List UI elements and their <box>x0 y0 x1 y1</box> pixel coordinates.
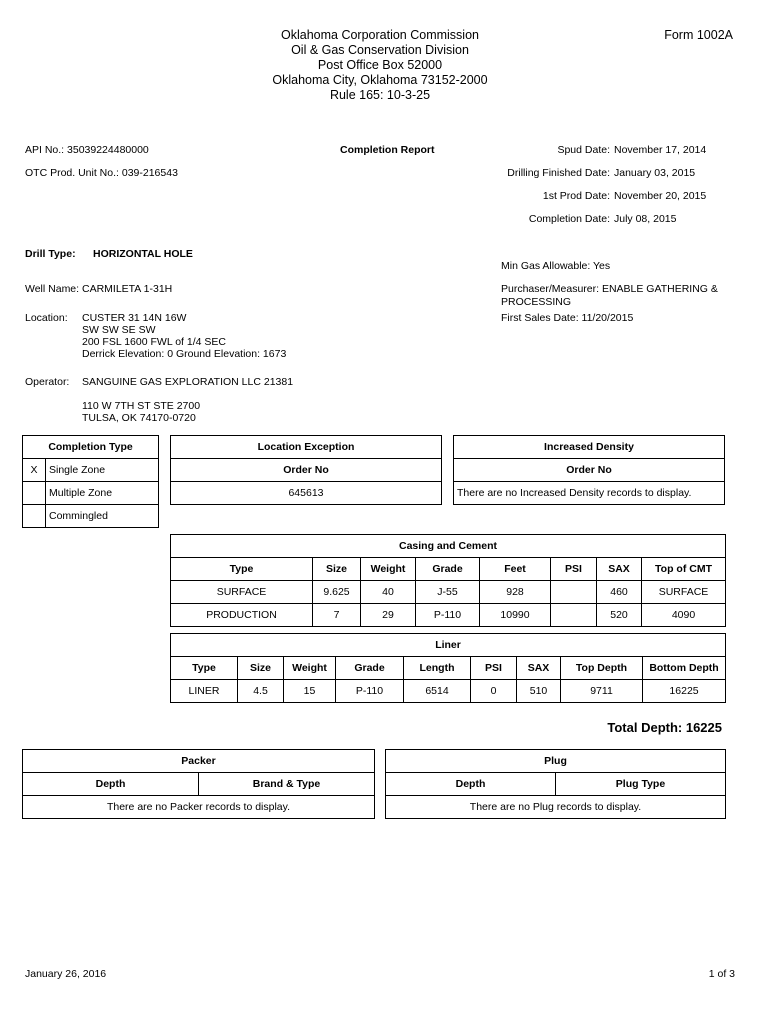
header-line: Post Office Box 52000 <box>317 58 443 72</box>
first-prod-date: November 20, 2015 <box>614 190 707 202</box>
location-exception-title: Location Exception <box>171 436 442 459</box>
completion-label: Commingled <box>46 505 159 528</box>
casing-cell: 460 <box>597 581 642 604</box>
liner-col-header: Weight <box>284 657 336 680</box>
otc-prod-unit: OTC Prod. Unit No.: 039-216543 <box>25 167 178 179</box>
liner-col-header: Top Depth <box>561 657 643 680</box>
plug-col-header: Depth <box>386 773 556 796</box>
min-gas-allowable: Min Gas Allowable: Yes <box>501 260 611 272</box>
location-line: Derrick Elevation: 0 Ground Elevation: 1673 <box>82 348 287 360</box>
operator-label: Operator: <box>25 376 70 388</box>
increased-density-col: Order No <box>454 459 725 482</box>
drill-type: HORIZONTAL HOLE <box>93 248 193 260</box>
casing-cell <box>551 581 597 604</box>
packer-col-header: Brand & Type <box>199 773 375 796</box>
first-sales-date: First Sales Date: 11/20/2015 <box>501 312 634 324</box>
casing-cell: 9.625 <box>313 581 361 604</box>
completion-date-label: Completion Date: <box>528 213 610 225</box>
drilling-finished-date: January 03, 2015 <box>614 167 696 179</box>
operator-address <box>82 400 200 424</box>
increased-density-table <box>453 435 725 505</box>
casing-col-header: Type <box>171 558 313 581</box>
liner-cell: P-110 <box>336 680 404 703</box>
casing-cell: SURFACE <box>642 581 726 604</box>
location-details <box>82 312 286 360</box>
address-line: 110 W 7TH ST STE 2700 <box>82 400 201 412</box>
operator-name: SANGUINE GAS EXPLORATION LLC 21381 <box>82 376 294 388</box>
completion-type-title: Completion Type <box>23 436 159 459</box>
table-row <box>171 482 442 505</box>
total-depth: Total Depth: 16225 <box>607 720 722 735</box>
table-row <box>23 482 159 505</box>
packer-title: Packer <box>23 750 375 773</box>
liner-col-header: Bottom Depth <box>643 657 726 680</box>
casing-cell: 4090 <box>642 604 726 627</box>
packer-col-header: Depth <box>23 773 199 796</box>
table-row <box>171 581 726 604</box>
header-line: Oklahoma City, Oklahoma 73152-2000 <box>272 73 488 87</box>
purchaser-measurer <box>501 283 718 308</box>
purchaser-line: Purchaser/Measurer: ENABLE GATHERING & <box>501 283 718 295</box>
report-title: Completion Report <box>340 144 435 156</box>
increased-density-empty: There are no Increased Density records to display. <box>454 482 725 505</box>
plug-table <box>385 749 726 819</box>
drill-type-label: Drill Type: <box>25 248 76 260</box>
location-exception-table <box>170 435 442 505</box>
liner-cell: 9711 <box>561 680 643 703</box>
liner-cell: 4.5 <box>238 680 284 703</box>
liner-cell: 15 <box>284 680 336 703</box>
liner-table <box>170 633 726 703</box>
location-exception-col: Order No <box>171 459 442 482</box>
completion-date: July 08, 2015 <box>614 213 677 225</box>
casing-cell: SURFACE <box>171 581 313 604</box>
packer-empty: There are no Packer records to display. <box>23 796 375 819</box>
liner-col-header: Size <box>238 657 284 680</box>
location-label: Location: <box>25 312 68 324</box>
location-exception-order: 645613 <box>171 482 442 505</box>
liner-col-header: Grade <box>336 657 404 680</box>
casing-cell: 7 <box>313 604 361 627</box>
liner-cell: 510 <box>517 680 561 703</box>
agency-header <box>230 28 530 103</box>
casing-col-header: SAX <box>597 558 642 581</box>
spud-date-label: Spud Date: <box>557 144 610 156</box>
liner-cell: 6514 <box>404 680 471 703</box>
casing-cell: 40 <box>361 581 416 604</box>
first-prod-label: 1st Prod Date: <box>542 190 610 202</box>
spud-date: November 17, 2014 <box>614 144 707 156</box>
table-row <box>23 796 375 819</box>
liner-cell: 0 <box>471 680 517 703</box>
liner-col-header: SAX <box>517 657 561 680</box>
completion-type-table <box>22 435 159 528</box>
api-number: API No.: 35039224480000 <box>25 144 149 156</box>
increased-density-title: Increased Density <box>454 436 725 459</box>
liner-col-header: Length <box>404 657 471 680</box>
table-row <box>23 505 159 528</box>
page-number: 1 of 3 <box>708 968 735 980</box>
completion-mark <box>23 505 46 528</box>
liner-title: Liner <box>171 634 726 657</box>
casing-cell: J-55 <box>416 581 480 604</box>
casing-cell: PRODUCTION <box>171 604 313 627</box>
header-line: Oil & Gas Conservation Division <box>291 43 469 57</box>
casing-cell: 520 <box>597 604 642 627</box>
header-line: Rule 165: 10-3-25 <box>329 88 431 102</box>
casing-title: Casing and Cement <box>171 535 726 558</box>
completion-mark: X <box>23 459 46 482</box>
casing-col-header: Grade <box>416 558 480 581</box>
table-row <box>23 459 159 482</box>
plug-title: Plug <box>386 750 726 773</box>
location-line: SW SW SE SW <box>82 324 156 336</box>
plug-empty: There are no Plug records to display. <box>386 796 726 819</box>
casing-col-header: PSI <box>551 558 597 581</box>
casing-col-header: Size <box>313 558 361 581</box>
purchaser-line: PROCESSING <box>501 295 572 308</box>
table-row <box>171 680 726 703</box>
liner-col-header: Type <box>171 657 238 680</box>
casing-cement-table <box>170 534 726 627</box>
casing-cell: 928 <box>480 581 551 604</box>
casing-cell: 29 <box>361 604 416 627</box>
drilling-finished-label: Drilling Finished Date: <box>507 167 610 179</box>
liner-col-header: PSI <box>471 657 517 680</box>
table-row <box>454 482 725 505</box>
table-row <box>171 604 726 627</box>
completion-mark <box>23 482 46 505</box>
casing-cell <box>551 604 597 627</box>
liner-cell: 16225 <box>643 680 726 703</box>
casing-cell: 10990 <box>480 604 551 627</box>
completion-label: Single Zone <box>46 459 159 482</box>
form-number: Form 1002A <box>664 28 733 42</box>
footer-date: January 26, 2016 <box>25 968 107 980</box>
header-line: Oklahoma Corporation Commission <box>281 28 479 42</box>
location-line: CUSTER 31 14N 16W <box>82 312 187 324</box>
well-name: Well Name: CARMILETA 1-31H <box>25 283 173 295</box>
completion-label: Multiple Zone <box>46 482 159 505</box>
casing-col-header: Top of CMT <box>642 558 726 581</box>
liner-cell: LINER <box>171 680 238 703</box>
casing-col-header: Weight <box>361 558 416 581</box>
casing-col-header: Feet <box>480 558 551 581</box>
location-line: 200 FSL 1600 FWL of 1/4 SEC <box>82 336 226 348</box>
plug-col-header: Plug Type <box>556 773 726 796</box>
packer-table <box>22 749 375 819</box>
address-line: TULSA, OK 74170-0720 <box>82 412 196 424</box>
casing-cell: P-110 <box>416 604 480 627</box>
table-row <box>386 796 726 819</box>
